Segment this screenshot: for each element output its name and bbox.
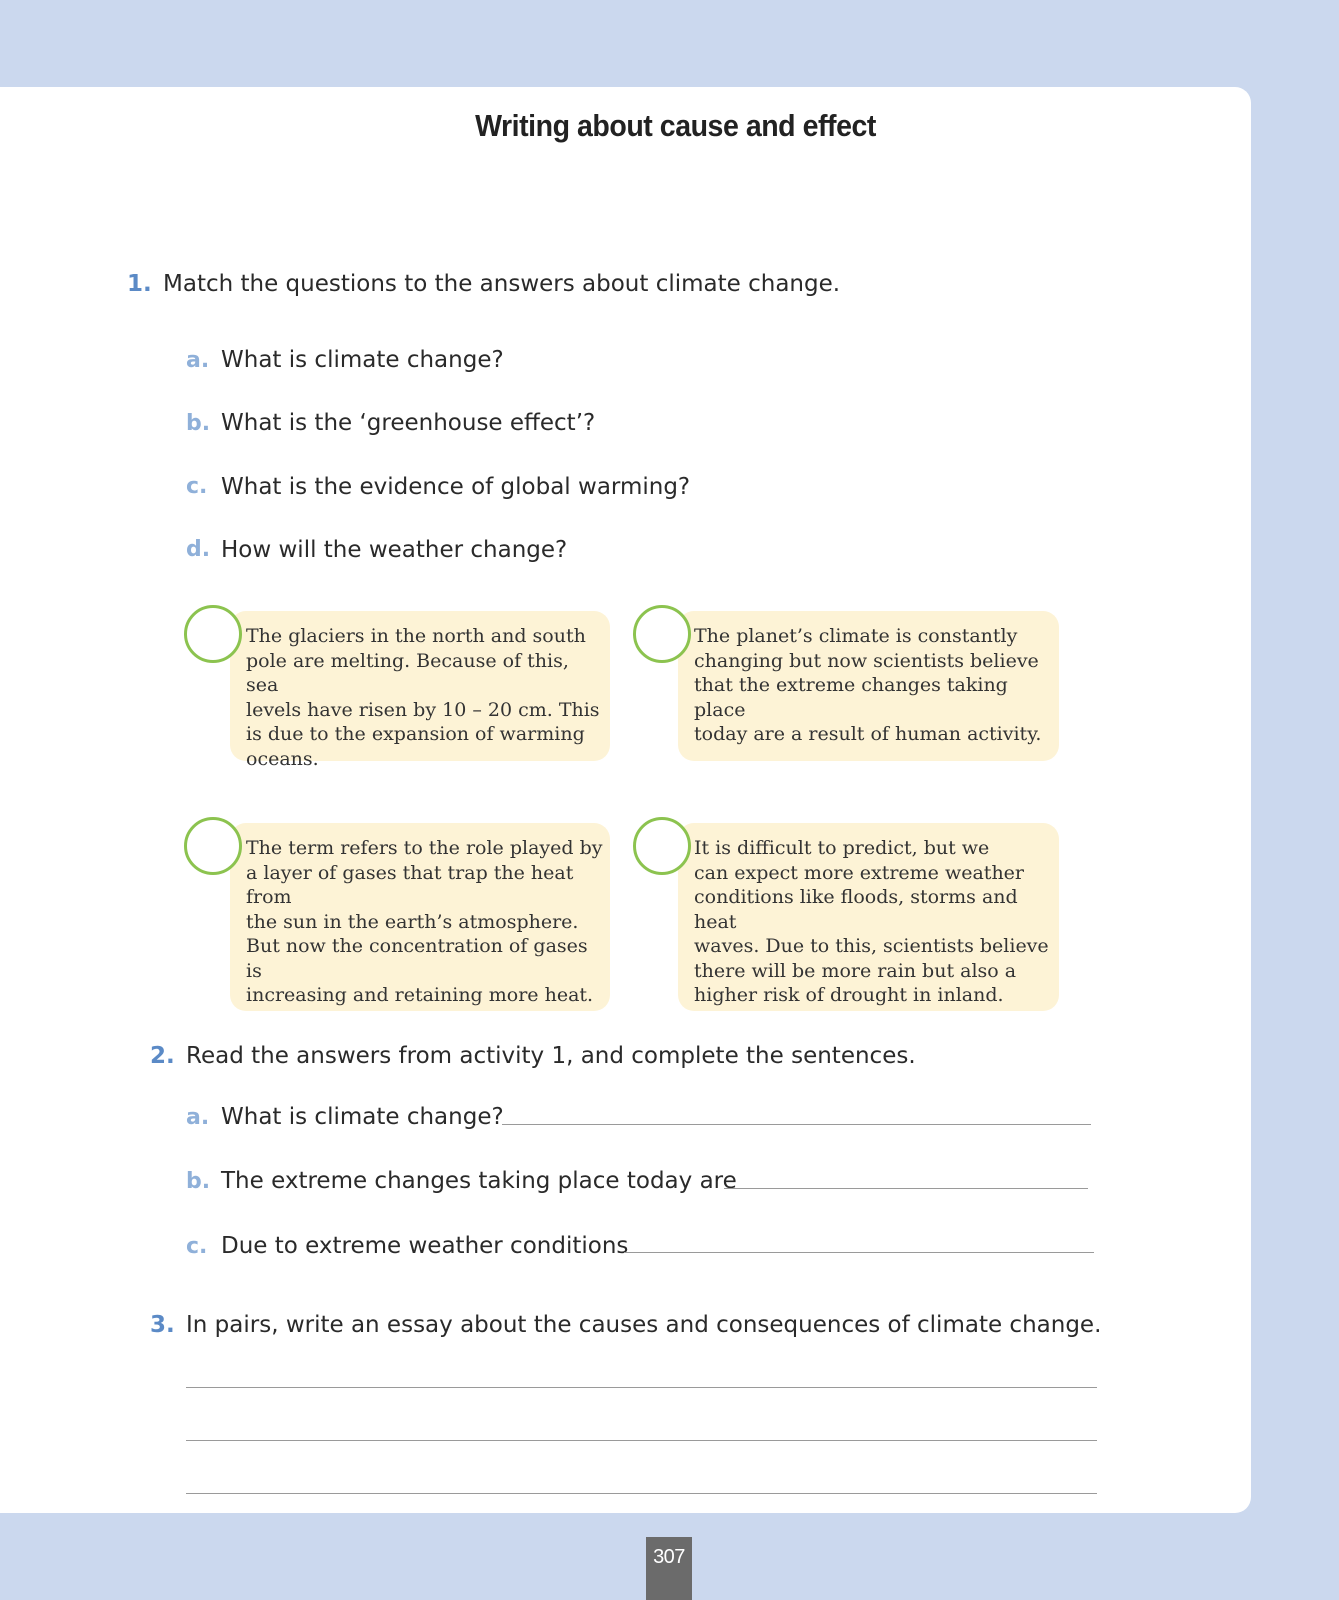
question-a-text: What is climate change? [221,347,504,373]
essay-line-2[interactable] [186,1440,1097,1441]
answer-card-4-text: It is difficult to predict, but we can expect more extreme weather conditions like floods, storms and heat waves. Due to this, scientists believe there will be more rain but also a higher risk of drought in inland. [694,837,1049,1006]
answer-card-4-circle[interactable] [633,817,691,875]
answer-card-1-circle[interactable] [184,605,242,663]
activity-1-number: 1. [127,271,152,297]
question-b-letter: b. [186,411,211,436]
page-title: Writing about cause and effect [475,108,876,143]
essay-line-3[interactable] [186,1493,1097,1494]
question-b-text: What is the ‘greenhouse effect’? [221,410,596,436]
activity-2-instruction: Read the answers from activity 1, and complete the sentences. [186,1043,916,1069]
page-number: 307 [646,1537,692,1600]
answer-card-2-text: The planet’s climate is constantly changing but now scientists believe that the extreme changes taking place today are a result of human activity. [694,625,1042,745]
question-c-text: What is the evidence of global warming? [221,474,691,500]
answer-card-1-text: The glaciers in the north and south pole are melting. Because of this, sea levels have risen by 10 – 20 cm. This is due to the expansion of warming oceans. [246,625,600,770]
activity-3-number: 3. [150,1312,175,1338]
question-d-text: How will the weather change? [221,537,568,563]
answer-card-2-circle[interactable] [633,605,691,663]
activity-1-instruction: Match the questions to the answers about climate change. [163,271,841,297]
activity-2-number: 2. [150,1043,175,1069]
activity-3-instruction: In pairs, write an essay about the causes and consequences of climate change. [186,1312,1102,1338]
sentence-b-answer-line[interactable] [724,1188,1088,1189]
question-c-letter: c. [186,474,208,499]
question-a-letter: a. [186,348,210,373]
essay-line-1[interactable] [186,1387,1097,1388]
sentence-c-letter: c. [186,1234,208,1259]
answer-card-3-text: The term refers to the role played by a layer of gases that trap the heat from the sun in the earth’s atmosphere. But now the concentration of gases is increasing and retaining more heat. [246,837,603,1006]
sentence-a-text: What is climate change? [221,1104,504,1130]
sentence-a-answer-line[interactable] [502,1124,1091,1125]
answer-card-3-circle[interactable] [184,817,242,875]
sentence-b-letter: b. [186,1169,211,1194]
sentence-b-text: The extreme changes taking place today are [221,1168,737,1194]
worksheet-page [0,87,1251,1513]
sentence-a-letter: a. [186,1105,210,1130]
sentence-c-text: Due to extreme weather conditions [221,1233,629,1259]
question-d-letter: d. [186,537,211,562]
sentence-c-answer-line[interactable] [624,1252,1094,1253]
